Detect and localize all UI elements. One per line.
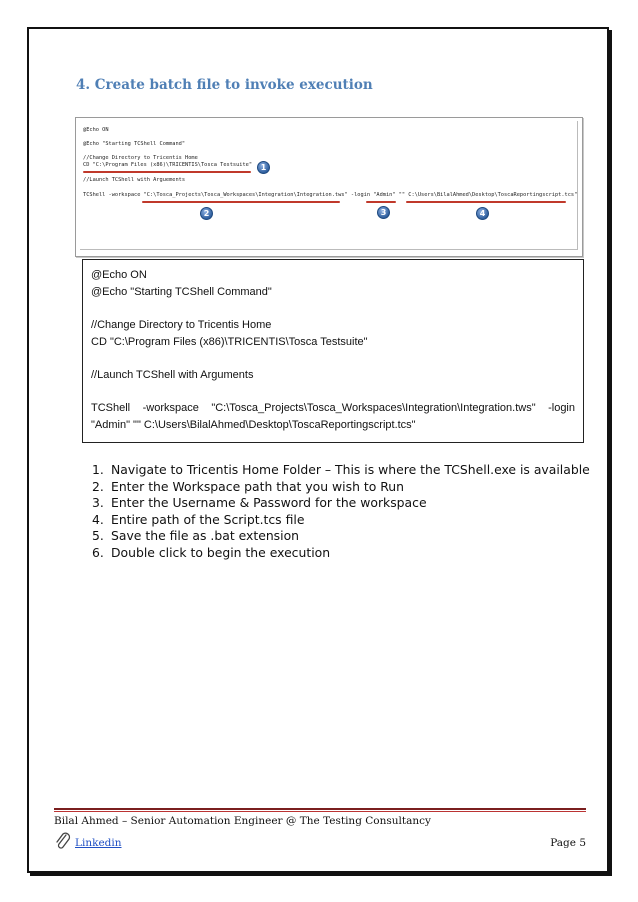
page-number: Page 5 xyxy=(550,837,586,849)
list-item: 5. Save the file as .bat extension xyxy=(92,528,300,544)
section-heading: 4. Create batch file to invoke execution xyxy=(76,77,373,93)
code-cd: CD "C:\Program Files (x86)\TRICENTIS\Tosca Testsuite" xyxy=(91,336,368,348)
list-item: 1. Navigate to Tricentis Home Folder – This is where the TCShell.exe is available xyxy=(92,462,590,477)
footer-author: Bilal Ahmed – Senior Automation Engineer @ The Testing Consultancy xyxy=(54,815,431,827)
paperclip-icon xyxy=(55,832,71,850)
code-box xyxy=(82,259,584,443)
shot-line-tcshell: TCShell -workspace "C:\Tosca_Projects\Tosca_Workspaces\Integration\Integration.tws" -login "Admin" "" C:\Users\BilalAhmed\Desktop\ToscaReportingscript.tcs" xyxy=(83,192,578,198)
badge-1-icon: 1 xyxy=(257,161,270,174)
list-item: 3. Enter the Username & Password for the workspace xyxy=(92,495,427,511)
badge-2-icon: 2 xyxy=(200,207,213,220)
list-item: 2. Enter the Workspace path that you wish to Run xyxy=(92,478,405,494)
list-item: 4. Entire path of the Script.tcs file xyxy=(92,511,305,527)
batch-file-screenshot xyxy=(75,117,583,257)
footer-divider xyxy=(54,808,586,810)
footer-divider-thin xyxy=(54,811,586,812)
shot-line-cd: CD "C:\Program Files (x86)\TRICENTIS\Tosca Testsuite" xyxy=(83,162,253,168)
underline-1 xyxy=(83,171,251,173)
code-tcshell-cmd: TCShell xyxy=(91,402,131,414)
code-login-flag: -login xyxy=(548,402,575,414)
code-tcshell-cont: "Admin" "" C:\Users\BilalAhmed\Desktop\ToscaReportingscript.tcs" xyxy=(91,419,416,431)
code-echo-on: @Echo ON xyxy=(91,269,147,281)
underline-2 xyxy=(142,201,340,203)
shot-line-comment-launch: //Launch TCShell with Arguements xyxy=(83,177,186,183)
steps-list xyxy=(92,462,590,562)
shot-line-echo-start: @Echo "Starting TCShell Command" xyxy=(83,141,186,147)
code-workspace-flag: -workspace xyxy=(142,402,199,414)
badge-3-icon: 3 xyxy=(377,206,390,219)
code-comment-launch: //Launch TCShell with Arguments xyxy=(91,369,254,381)
underline-4 xyxy=(406,201,566,203)
code-echo-start: @Echo "Starting TCShell Command" xyxy=(91,286,272,298)
code-workspace-path: "C:\Tosca_Projects\Tosca_Workspaces\Integration\Integration.tws" xyxy=(211,402,536,414)
linkedin-link[interactable]: Linkedin xyxy=(75,837,122,849)
badge-4-icon: 4 xyxy=(476,207,489,220)
shot-line-comment-cd: //Change Directory to Tricentis Home xyxy=(83,155,198,161)
list-item: 6. Double click to begin the execution xyxy=(92,544,331,560)
shot-line-echo-on: @Echo ON xyxy=(83,127,109,133)
code-tcshell-line xyxy=(91,402,575,414)
code-comment-cd: //Change Directory to Tricentis Home xyxy=(91,319,272,331)
underline-3 xyxy=(366,201,396,203)
